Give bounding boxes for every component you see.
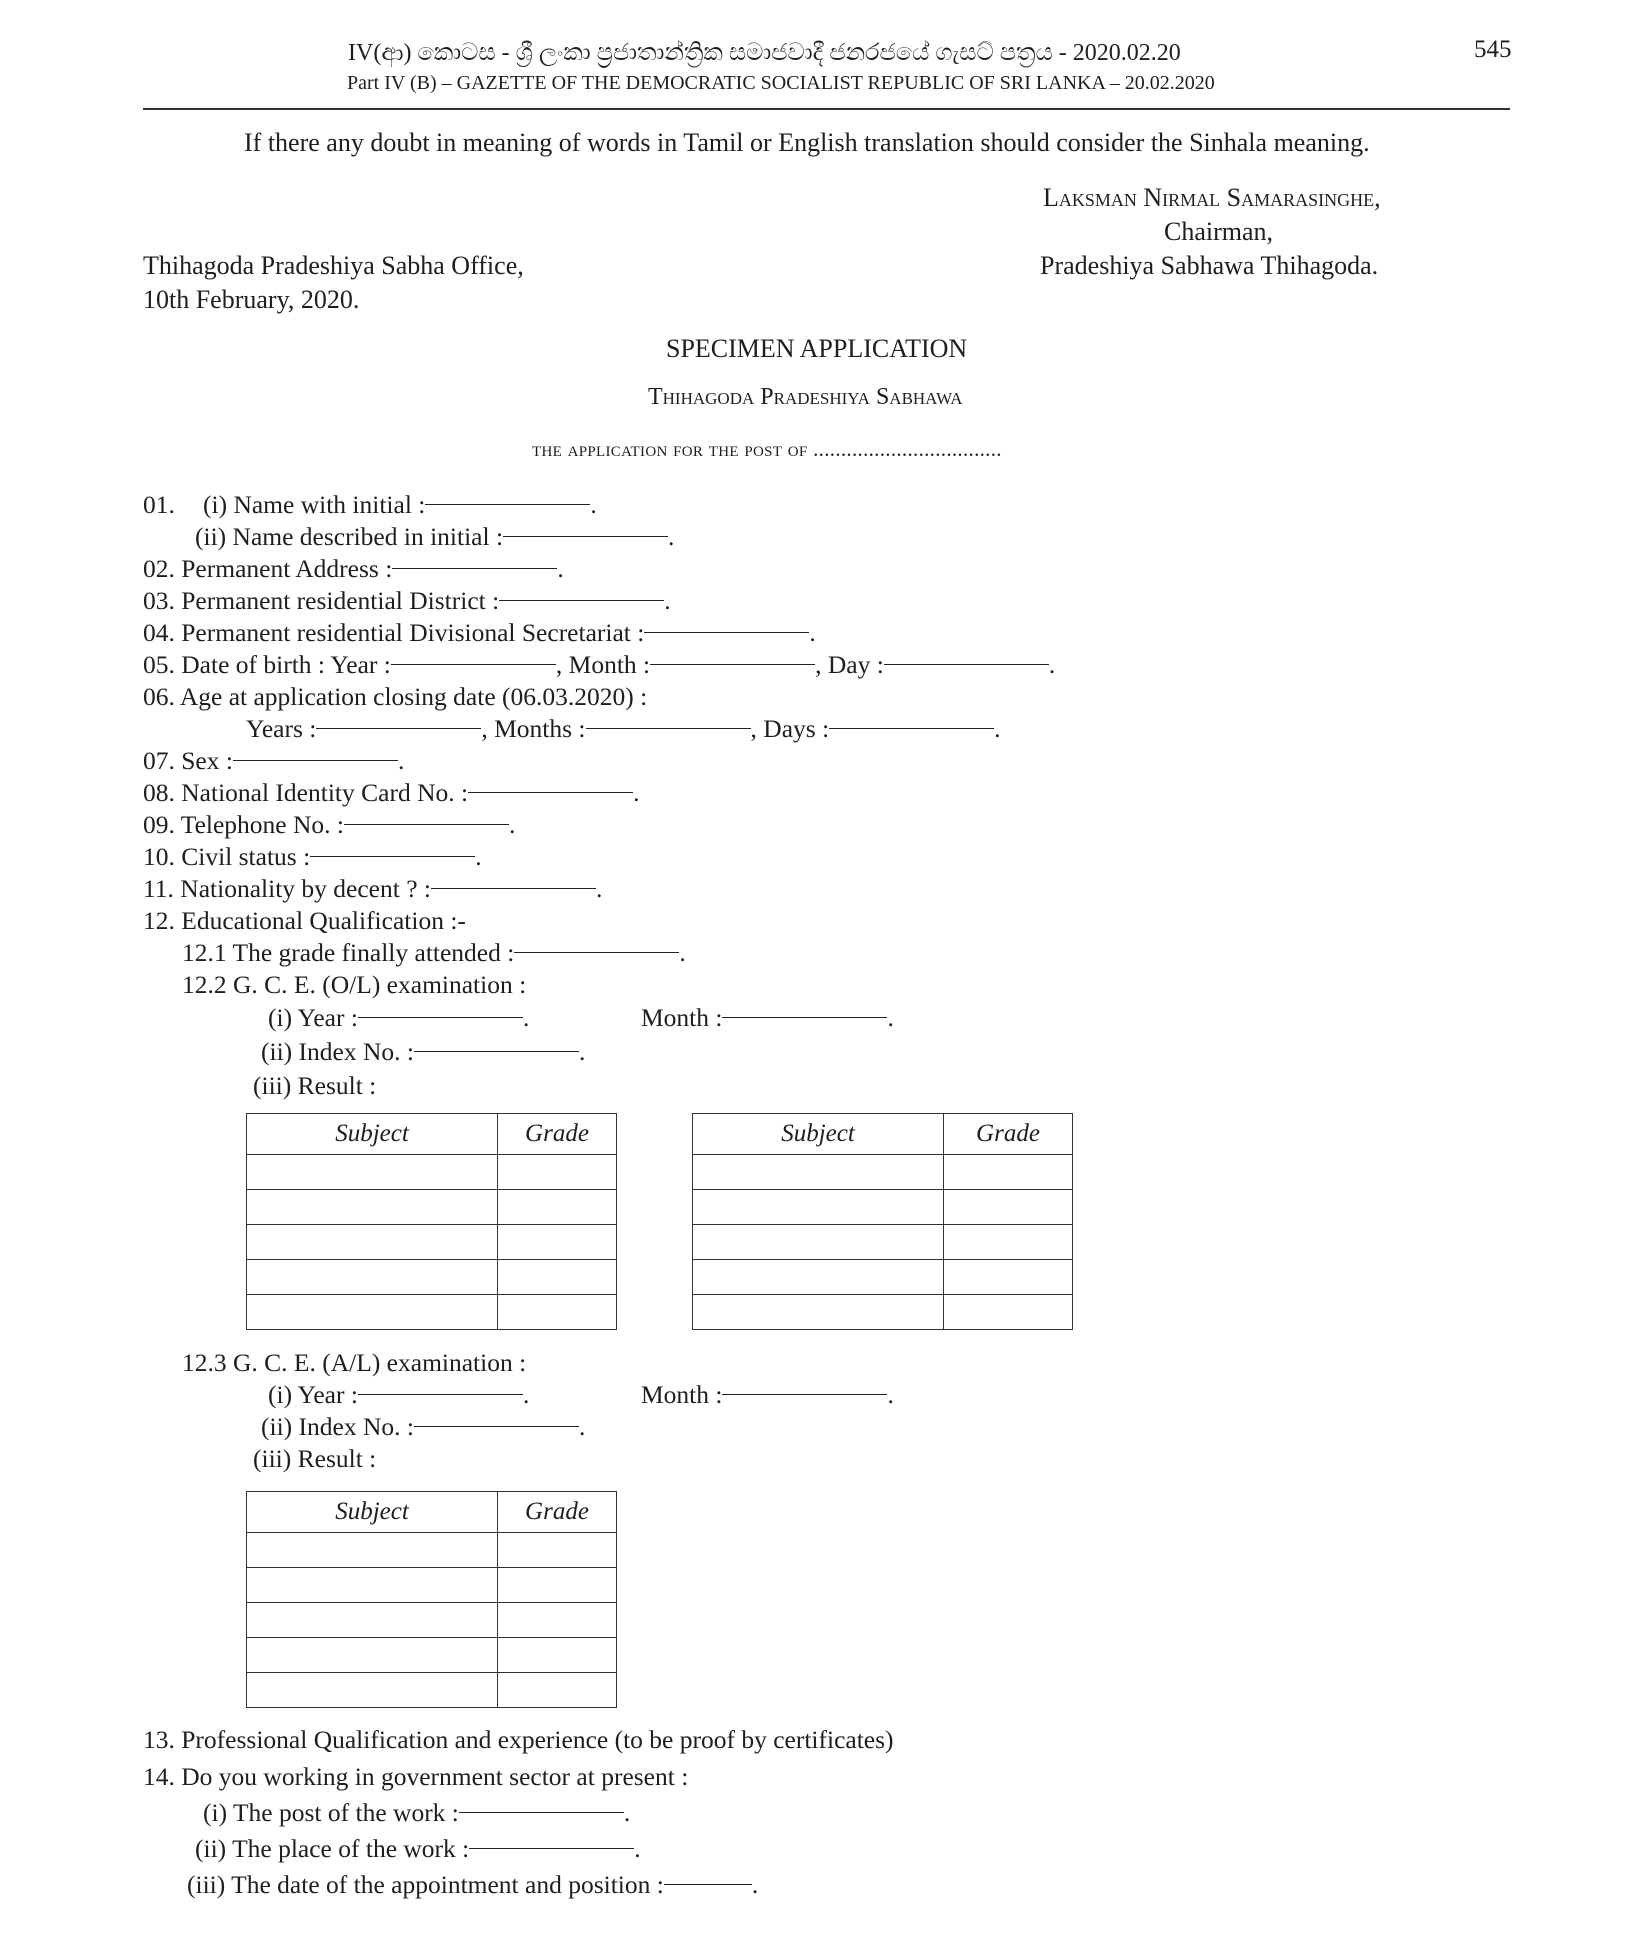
ol-index-label: (ii) Index No. : [261,1037,414,1066]
al-month-label: Month : [641,1380,723,1409]
blank-line[interactable] [884,664,1049,665]
grade-cell[interactable] [498,1260,617,1295]
al-index-label: (ii) Index No. : [261,1412,414,1441]
item-01-number: 01. [143,490,175,519]
translation-notice: If there any doubt in meaning of words in Tamil or English translation should consider the Sinhala meaning. [244,128,1370,157]
blank-line[interactable] [414,1051,579,1052]
subject-header: Subject [247,1492,498,1533]
item-12: 12. Educational Qualification :- [143,906,466,935]
blank-line[interactable] [664,1884,752,1885]
item-06-years-label: Years : [246,714,317,743]
subject-cell[interactable] [693,1155,944,1190]
period: . [1048,650,1056,679]
subject-cell[interactable] [693,1295,944,1330]
blank-line[interactable] [459,1812,624,1813]
header-rule [143,108,1510,110]
table-row [693,1155,1073,1190]
ol-year-label: (i) Year : [268,1003,358,1032]
item-06: 06. Age at application closing date (06.03.2020) : [143,682,648,711]
period: . [623,1798,631,1827]
item-08 [143,778,639,808]
table-row [693,1190,1073,1225]
period: . [664,586,671,615]
ol-result-table-left [246,1113,617,1330]
ol-month-label: Month : [641,1003,723,1032]
item-05-month-label: , Month : [555,650,651,679]
item-12-2: 12.2 G. C. E. (O/L) examination : [182,970,527,999]
blank-line[interactable] [586,728,751,729]
table-row [247,1155,617,1190]
subject-cell[interactable] [693,1190,944,1225]
blank-line[interactable] [468,792,633,793]
grade-header: Grade [498,1114,617,1155]
form-title: SPECIMEN APPLICATION [666,334,968,363]
item-03 [143,586,671,616]
ol-year [268,1003,529,1033]
item-07-label: 07. Sex : [143,746,233,775]
grade-cell[interactable] [498,1155,617,1190]
period: . [397,746,405,775]
form-subtitle: Thihagoda Pradeshiya Sabhawa [648,384,963,410]
grade-cell[interactable] [944,1295,1073,1330]
blank-line[interactable] [392,568,557,569]
period: . [595,874,603,903]
period: . [633,778,640,807]
period: . [475,842,482,871]
item-04 [143,618,816,648]
blank-line[interactable] [722,1394,887,1395]
blank-line[interactable] [644,632,809,633]
table-row [247,1603,617,1638]
blank-line[interactable] [414,1426,579,1427]
table-row [247,1295,617,1330]
item-14-iii-label: (iii) The date of the appointment and position : [187,1870,664,1899]
period: . [522,1003,530,1032]
subject-header: Subject [247,1114,498,1155]
item-02-label: 02. Permanent Address : [143,554,393,583]
item-12-1 [182,938,686,968]
al-result-table [246,1491,617,1708]
signatory-name: Laksman Nirmal Samarasinghe, [1043,183,1381,212]
item-01-i [203,490,597,520]
period: . [578,1037,586,1066]
blank-line[interactable] [316,728,481,729]
period: . [557,554,564,583]
item-14-ii [195,1834,641,1864]
blank-line[interactable] [425,504,590,505]
item-11-label: 11. Nationality by decent ? : [143,874,431,903]
grade-cell[interactable] [944,1260,1073,1295]
item-05-label: 05. Date of birth : Year : [143,650,391,679]
blank-line[interactable] [829,728,994,729]
table-row [247,1533,617,1568]
grade-cell[interactable] [944,1225,1073,1260]
subject-cell[interactable] [247,1638,498,1673]
period: . [509,810,516,839]
period: . [578,1412,586,1441]
subject-cell[interactable] [247,1295,498,1330]
al-month [641,1380,894,1410]
period: . [809,618,816,647]
period: . [751,1870,759,1899]
grade-cell[interactable] [944,1155,1073,1190]
item-10 [143,842,482,872]
grade-cell[interactable] [944,1190,1073,1225]
grade-cell[interactable] [498,1295,617,1330]
item-14-i [203,1798,630,1828]
al-year-label: (i) Year : [268,1380,358,1409]
subject-cell[interactable] [693,1225,944,1260]
item-03-label: 03. Permanent residential District : [143,586,500,615]
subject-cell[interactable] [247,1673,498,1708]
item-14-iii [187,1870,758,1900]
grade-header: Grade [498,1492,617,1533]
ol-result-table-right [692,1113,1073,1330]
blank-line[interactable] [469,1848,634,1849]
blank-line[interactable] [722,1017,887,1018]
item-06-days-label: , Days : [750,714,830,743]
grade-cell[interactable] [498,1190,617,1225]
period: . [522,1380,530,1409]
item-01-ii [195,522,674,552]
subject-cell[interactable] [247,1568,498,1603]
period: . [668,522,675,551]
al-result: (iii) Result : [253,1444,377,1473]
period: . [887,1380,894,1409]
table-row [247,1673,617,1708]
blank-line[interactable] [503,536,668,537]
gazette-english-title: Part IV (B) – GAZETTE OF THE DEMOCRATIC SOCIALIST REPUBLIC OF SRI LANKA – 20.02.2020 [347,72,1215,94]
period: . [887,1003,894,1032]
blank-line[interactable] [499,600,664,601]
grade-cell[interactable] [498,1568,617,1603]
period: . [634,1834,641,1863]
item-04-label: 04. Permanent residential Divisional Secretariat : [143,618,645,647]
grade-cell[interactable] [498,1603,617,1638]
item-09-label: 09. Telephone No. : [143,810,344,839]
grade-header: Grade [944,1114,1073,1155]
table-row [693,1225,1073,1260]
period: . [679,938,686,967]
origin-date: 10th February, 2020. [143,285,360,314]
item-08-label: 08. National Identity Card No. : [143,778,469,807]
table-row [247,1568,617,1603]
item-05 [143,650,1055,680]
blank-line[interactable] [391,664,556,665]
table-row [247,1638,617,1673]
item-12-3: 12.3 G. C. E. (A/L) examination : [182,1348,527,1377]
item-14-i-label: (i) The post of the work : [203,1798,459,1827]
grade-cell[interactable] [498,1638,617,1673]
item-10-label: 10. Civil status : [143,842,311,871]
subject-cell[interactable] [247,1225,498,1260]
gazette-sinhala-title: IV(ආ) කොටස - ශ්‍රී ලංකා ප්‍රජාතාන්ත්‍රික සමාජවාදී ජනරජයේ ගැසට් පත්‍රය - 2020.02.20 [348,40,1181,66]
ol-month [641,1003,894,1033]
item-14: 14. Do you working in government sector at present : [143,1762,689,1791]
item-12-1-label: 12.1 The grade finally attended : [182,938,515,967]
grade-cell[interactable] [498,1225,617,1260]
item-06-months-label: , Months : [481,714,586,743]
blank-line[interactable] [310,856,475,857]
page-number: 545 [1474,36,1512,63]
blank-line[interactable] [344,824,509,825]
item-06-values [246,714,1001,744]
blank-line[interactable] [358,1017,523,1018]
post-line: the application for the post of .................................. [532,437,1002,461]
blank-line[interactable] [431,888,596,889]
table-row [693,1295,1073,1330]
al-index [261,1412,585,1442]
table-row [247,1225,617,1260]
item-11 [143,874,602,904]
item-05-day-label: , Day : [815,650,884,679]
item-13: 13. Professional Qualification and experience (to be proof by certificates) [143,1725,894,1754]
subject-cell[interactable] [247,1603,498,1638]
item-14-ii-label: (ii) The place of the work : [195,1834,470,1863]
item-01-i-label: (i) Name with initial : [203,490,426,519]
blank-line[interactable] [514,952,679,953]
grade-cell[interactable] [498,1673,617,1708]
item-02 [143,554,564,584]
al-year [268,1380,529,1410]
subject-cell[interactable] [247,1260,498,1295]
blank-line[interactable] [650,664,815,665]
item-09 [143,810,515,840]
subject-cell[interactable] [247,1533,498,1568]
subject-cell[interactable] [247,1190,498,1225]
item-01-ii-label: (ii) Name described in initial : [195,522,504,551]
ol-result: (iii) Result : [253,1071,377,1100]
subject-cell[interactable] [247,1155,498,1190]
signatory-body: Pradeshiya Sabhawa Thihagoda. [1040,251,1379,280]
period: . [590,490,597,519]
origin-office: Thihagoda Pradeshiya Sabha Office, [143,251,524,280]
grade-cell[interactable] [498,1533,617,1568]
blank-line[interactable] [358,1394,523,1395]
ol-index [261,1037,585,1067]
item-07 [143,746,404,776]
signatory-title: Chairman, [1164,217,1274,246]
blank-line[interactable] [233,760,398,761]
table-row [247,1190,617,1225]
period: . [994,714,1001,743]
subject-cell[interactable] [693,1260,944,1295]
subject-header: Subject [693,1114,944,1155]
table-row [247,1260,617,1295]
table-row [693,1260,1073,1295]
